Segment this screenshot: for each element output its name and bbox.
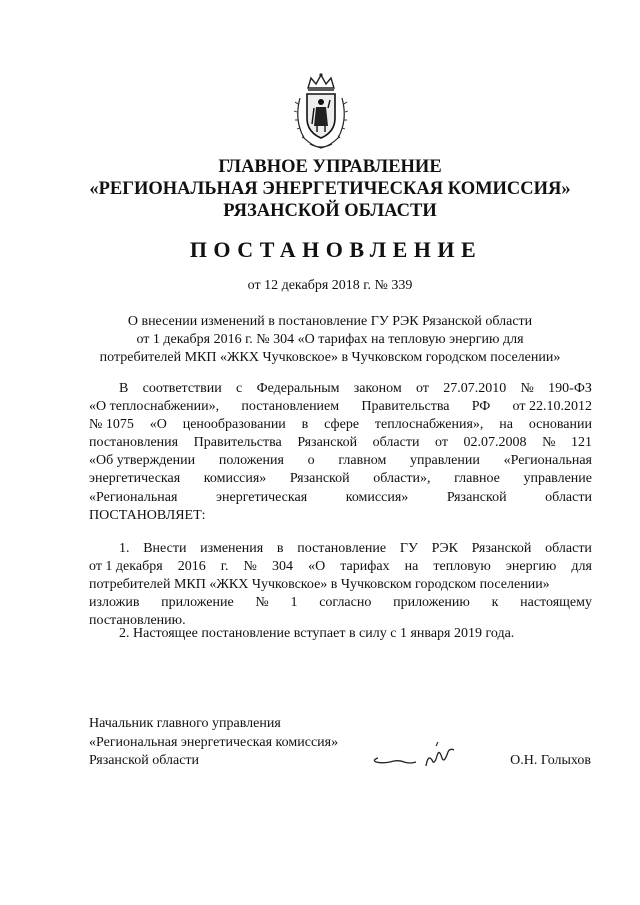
item1-word: приложение [161, 595, 234, 611]
preamble-word: 121 [571, 435, 592, 451]
preamble-word: Рязанской [297, 435, 358, 451]
item1-word: РЭК [431, 541, 458, 556]
preamble-word: «О [149, 417, 167, 433]
preamble-word: положения [218, 453, 284, 469]
preamble-word: управлении [410, 453, 480, 469]
preamble-word: соответствии [142, 381, 222, 396]
preamble-word: Рязанской [446, 489, 507, 505]
position-line3: Рязанской области [89, 753, 200, 768]
document-date-number: от 12 декабря 2018 г. № 339 [247, 278, 413, 293]
item1-word: для [571, 559, 592, 575]
preamble-line [89, 489, 592, 507]
preamble-paragraph [89, 380, 592, 525]
item1-line [89, 594, 592, 612]
item1-line [89, 576, 592, 594]
item1-word: № [255, 595, 269, 611]
item1-word: 2016 [177, 559, 206, 575]
preamble-line [89, 452, 592, 470]
preamble-word: области [545, 489, 592, 505]
resolution-item-1 [89, 540, 592, 630]
preamble-word: «О теплоснабжении», [89, 399, 220, 415]
preamble-word: теплоснабжения», [374, 417, 484, 433]
item1-word: настоящему [520, 595, 592, 611]
preamble-word: «Региональная [89, 489, 178, 505]
item1-word: изложив [89, 595, 140, 611]
preamble-word: «Региональная [503, 453, 592, 469]
org-name-line3: РЯЗАНСКОЙ ОБЛАСТИ [223, 201, 437, 221]
resolution-item-2: 2. Настоящее постановление вступает в силу с 1 января 2019 года. [119, 626, 515, 641]
preamble-word: главное [454, 471, 500, 487]
preamble-word: № [520, 381, 534, 396]
preamble-word: Федеральным [256, 381, 340, 396]
item1-word: тарифах [340, 559, 390, 575]
position-line2: «Региональная энергетическая комиссия» [89, 734, 339, 750]
item1-word: 1. [119, 541, 130, 556]
item1-word: области [545, 541, 592, 556]
subject-line3: потребителей МКП «ЖКХ Чучковское» в Чучковском городском поселении» [99, 350, 561, 365]
preamble-word: законом [353, 381, 402, 396]
preamble-word: постановлением [241, 399, 340, 415]
preamble-word: с [236, 381, 243, 396]
preamble-word: 02.07.2008 [463, 435, 527, 451]
item1-word: приложению [393, 595, 470, 611]
item1-word: постановление [297, 541, 387, 556]
preamble-word: энергетическая [89, 471, 181, 487]
preamble-word: ценообразовании [182, 417, 286, 433]
preamble-word: управление [523, 471, 592, 487]
coat-of-arms-emblem [290, 72, 352, 152]
item1-word: г. [220, 559, 229, 575]
item1-word: к [491, 595, 499, 611]
preamble-line [89, 434, 592, 452]
preamble-word: области», [373, 471, 431, 487]
preamble-word: комиссия» [345, 489, 409, 505]
item1-word: Внести [143, 541, 187, 556]
item1-word: 304 [271, 559, 293, 575]
preamble-word: Правительства [193, 435, 282, 451]
item1-word: энергию [505, 559, 557, 575]
preamble-line [89, 380, 592, 398]
preamble-word: № [542, 435, 556, 451]
preamble-word: о [307, 453, 315, 469]
preamble-word: 190-ФЗ [548, 381, 592, 396]
item1-word: ГУ [399, 541, 418, 556]
handwritten-signature [366, 740, 466, 772]
organization-header [60, 156, 600, 222]
preamble-word: 27.07.2010 [443, 381, 507, 396]
preamble-word: «Об утверждении [89, 453, 196, 469]
preamble-word: постановления [89, 435, 179, 451]
item1-line [89, 540, 592, 558]
item1-last-line: постановлению. [89, 613, 186, 629]
item1-word: от 1 декабря [89, 559, 163, 575]
subject-line2: от 1 декабря 2016 г. № 304 «О тарифах на тепловую энергию для [136, 332, 524, 347]
preamble-word: от [415, 381, 429, 396]
preamble-word: В [119, 381, 129, 396]
item1-word: потребителей МКП «ЖКХ Чучковское» в Чучковском городском поселении» [89, 577, 550, 593]
preamble-word: сфере [324, 417, 360, 433]
preamble-word: на [499, 417, 513, 433]
item1-lines [89, 540, 592, 612]
org-name-line2: «РЕГИОНАЛЬНАЯ ЭНЕРГЕТИЧЕСКАЯ КОМИССИЯ» [89, 179, 571, 199]
org-name-line1: ГЛАВНОЕ УПРАВЛЕНИЕ [218, 157, 442, 177]
item1-word: № [243, 559, 257, 575]
item1-word: Рязанской [471, 541, 532, 556]
preamble-line [89, 470, 592, 488]
signer-name: О.Н. Голыхов [510, 753, 591, 768]
item1-word: в [276, 541, 284, 556]
preamble-word: Рязанской [289, 471, 350, 487]
item1-word: «О [308, 559, 326, 575]
subject-line1: О внесении изменений в постановление ГУ РЭК Рязанской области [127, 314, 533, 329]
preamble-word: энергетическая [215, 489, 308, 505]
preamble-word: главном [338, 453, 387, 469]
preamble-resolve-line: ПОСТАНОВЛЯЕТ: [89, 507, 206, 523]
preamble-lines [89, 380, 592, 507]
preamble-word: РФ [471, 399, 491, 415]
position-line1: Начальник главного управления [89, 716, 281, 731]
preamble-line [89, 398, 592, 416]
preamble-word: области [372, 435, 420, 451]
signatory-position [89, 715, 338, 771]
item1-word: 1 [290, 595, 298, 611]
item1-word: на [404, 559, 419, 575]
preamble-word: основании [528, 417, 592, 433]
item1-line [89, 558, 592, 576]
preamble-word: в [301, 417, 309, 433]
item1-word: изменения [200, 541, 264, 556]
preamble-word: комиссия» [203, 471, 267, 487]
preamble-word: Правительства [361, 399, 450, 415]
preamble-word: № 1075 [89, 417, 134, 433]
item1-word: тепловую [433, 559, 491, 575]
document-type-title: ПОСТАНОВЛЕНИЕ [189, 237, 483, 262]
preamble-line [89, 416, 592, 434]
document-subject [60, 313, 600, 367]
item1-word: согласно [319, 595, 372, 611]
preamble-word: от [435, 435, 448, 451]
preamble-word: от 22.10.2012 [512, 399, 592, 415]
